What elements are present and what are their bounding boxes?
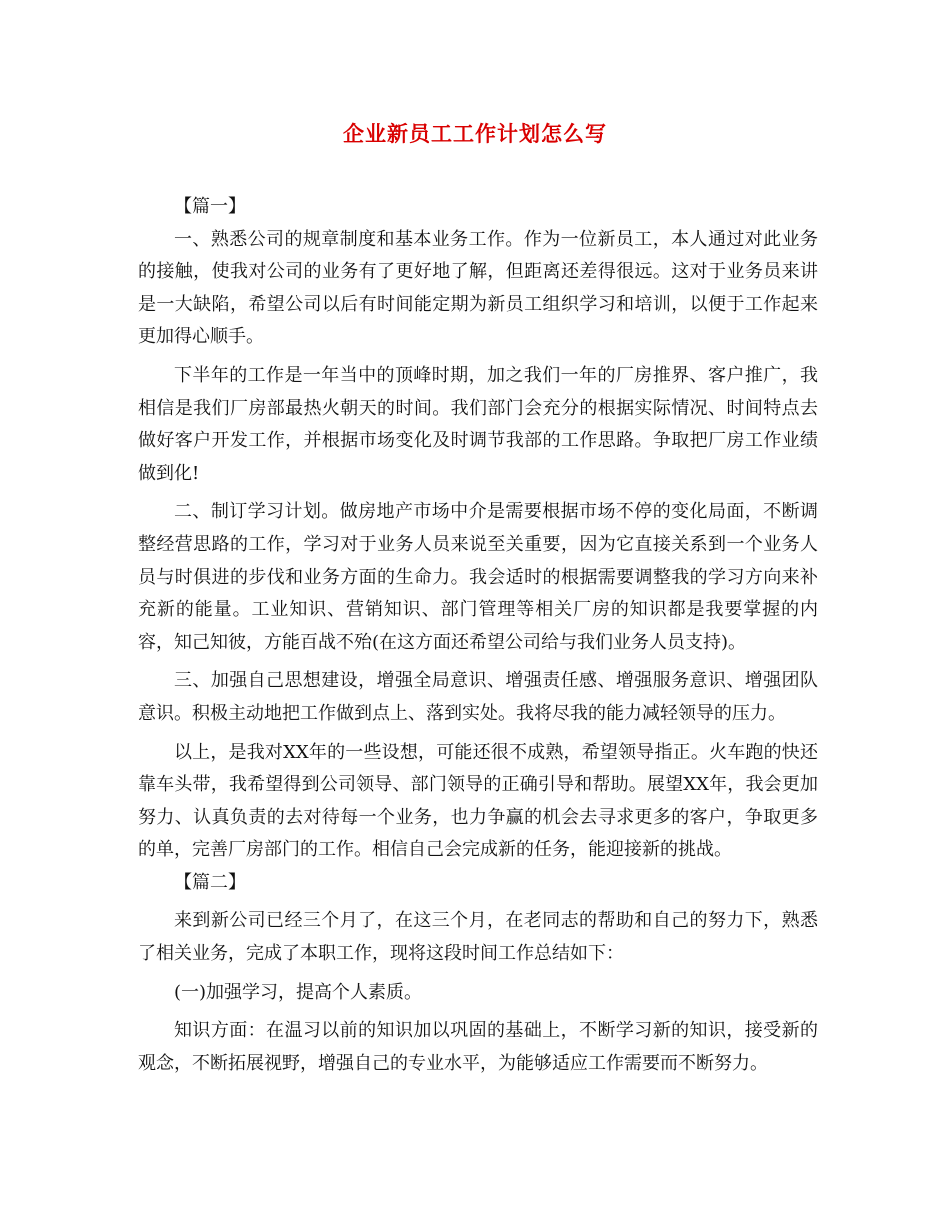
paragraph-2: 下半年的工作是一年当中的顶峰时期，加之我们一年的厂房推界、客户推广，我相信是我们厂房部最热火朝天的时间。我们部门会充分的根据实际情况、时间特点去做好客户开发工作，并根据市场变化及时调节我部的工作思路。争取把厂房工作业绩做到化!: [138, 364, 818, 484]
paragraph-4: 三、加强自己思想建设，增强全局意识、增强责任感、增强服务意识、增强团队意识。积极主动地把工作做到点上、落到实处。我将尽我的能力减轻领导的压力。: [138, 670, 818, 724]
paragraph-5: 以上，是我对XX年的一些设想，可能还很不成熟，希望领导指正。火车跑的快还靠车头带，我希望得到公司领导、部门领导的正确引导和帮助。展望XX年，我会更加努力、认真负责的去对待每一个业务，也力争赢的机会去寻求更多的客户，争取更多的单，完善厂房部门的工作。相信自己会完成新的任务，能迎接新的挑战。: [138, 741, 818, 861]
document-title: 企业新员工工作计划怎么写: [343, 121, 607, 146]
paragraph-3: 二、制订学习计划。做房地产市场中介是需要根据市场不停的变化局面，不断调整经营思路的工作，学习对于业务人员来说至关重要，因为它直接关系到一个业务人员与时俱进的步伐和业务方面的生命力。我会适时的根据需要调整我的学习方向来补充新的能量。工业知识、营销知识、部门管理等相关厂房的知识都是我要掌握的内容，知己知彼，方能百战不殆(在这方面还希望公司给与我们业务人员支持)。: [138, 501, 818, 653]
paragraph-8: 知识方面：在温习以前的知识加以巩固的基础上，不断学习新的知识，接受新的观念，不断拓展视野，增强自己的专业水平，为能够适应工作需要而不断努力。: [138, 1020, 818, 1074]
section-heading-2: 【篇二】: [174, 871, 246, 893]
paragraph-1: 一、熟悉公司的规章制度和基本业务工作。作为一位新员工，本人通过对此业务的接触，使我对公司的业务有了更好地了解，但距离还差得很远。这对于业务员来讲是一大缺陷，希望公司以后有时间能定期为新员工组织学习和培训，以便于工作起来更加得心顺手。: [138, 228, 818, 348]
paragraph-6: 来到新公司已经三个月了，在这三个月，在老同志的帮助和自己的努力下，熟悉了相关业务，完成了本职工作，现将这段时间工作总结如下：: [138, 910, 818, 965]
section-heading-1: 【篇一】: [174, 196, 246, 217]
paragraph-7: (一)加强学习，提高个人素质。: [174, 981, 423, 1003]
document-body: [138, 191, 818, 1080]
